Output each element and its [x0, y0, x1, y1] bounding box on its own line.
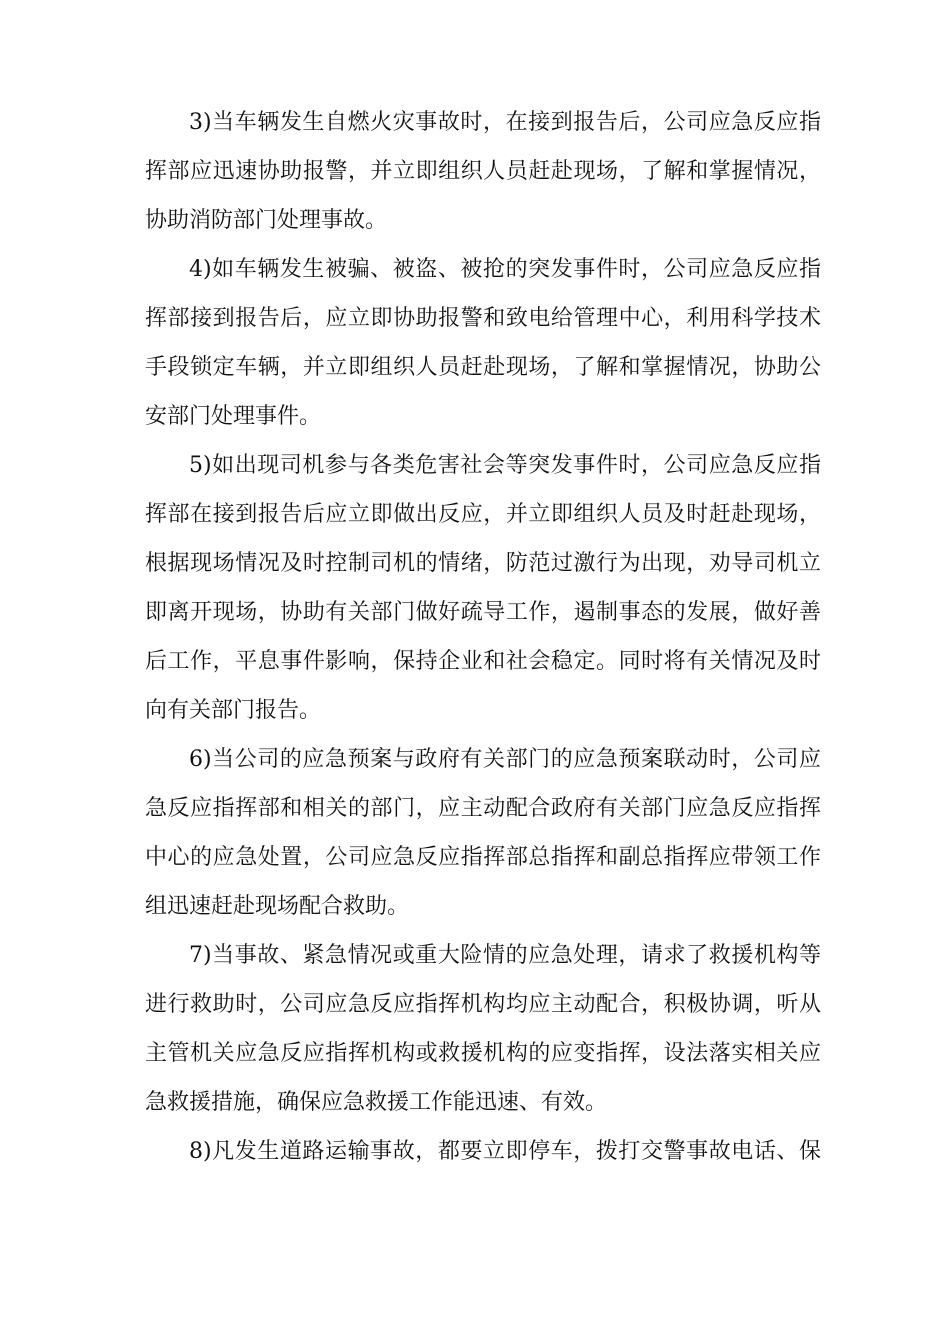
paragraph-p7 — [145, 931, 821, 1127]
paragraph-line: 6)当公司的应急预案与政府有关部门的应急预案联动时，公司应 — [189, 747, 821, 772]
paragraph-line: 手段锁定车辆，并立即组织人员赶赴现场，了解和掌握情况，协助公 — [145, 355, 821, 380]
paragraph-line: 急救援措施，确保应急救援工作能迅速、有效。 — [145, 1090, 608, 1115]
paragraph-line: 挥部接到报告后，应立即协助报警和致电给管理中心，利用科学技术 — [145, 306, 821, 331]
paragraph-line: 3)当车辆发生自燃火灾事故时，在接到报告后，公司应急反应指 — [189, 110, 821, 135]
paragraph-line: 后工作，平息事件影响，保持企业和社会稳定。同时将有关情况及时 — [145, 649, 821, 674]
paragraph-p8 — [145, 1127, 821, 1176]
paragraph-line: 中心的应急处置，公司应急反应指挥部总指挥和副总指挥应带领工作 — [145, 845, 821, 870]
paragraph-line: 协助消防部门处理事故。 — [145, 208, 388, 233]
paragraph-line: 安部门处理事件。 — [145, 404, 322, 429]
paragraph-p3 — [145, 98, 821, 245]
paragraph-line: 8)凡发生道路运输事故，都要立即停车，拨打交警事故电话、保 — [189, 1139, 821, 1164]
paragraph-line: 进行救助时，公司应急反应指挥机构均应主动配合，积极协调，听从 — [145, 992, 821, 1017]
paragraph-p6 — [145, 735, 821, 931]
paragraph-line: 向有关部门报告。 — [145, 698, 322, 723]
paragraph-line: 急反应指挥部和相关的部门，应主动配合政府有关部门应急反应指挥 — [145, 796, 821, 821]
paragraph-line: 主管机关应急反应指挥机构或救援机构的应变指挥，设法落实相关应 — [145, 1041, 821, 1066]
paragraph-line: 4)如车辆发生被骗、被盗、被抢的突发事件时，公司应急反应指 — [189, 257, 821, 282]
paragraph-line: 即离开现场，协助有关部门做好疏导工作，遏制事态的发展，做好善 — [145, 600, 821, 625]
paragraph-line: 挥部应迅速协助报警，并立即组织人员赶赴现场，了解和掌握情况， — [145, 159, 821, 184]
paragraph-p5 — [145, 441, 821, 735]
paragraph-line: 5)如出现司机参与各类危害社会等突发事件时，公司应急反应指 — [189, 453, 821, 478]
paragraph-p4 — [145, 245, 821, 441]
document-body — [145, 98, 821, 1176]
paragraph-line: 根据现场情况及时控制司机的情绪，防范过激行为出现，劝导司机立 — [145, 551, 821, 576]
paragraph-line: 挥部在接到报告后应立即做出反应，并立即组织人员及时赶赴现场， — [145, 502, 821, 527]
paragraph-line: 组迅速赶赴现场配合救助。 — [145, 894, 410, 919]
paragraph-line: 7)当事故、紧急情况或重大险情的应急处理，请求了救援机构等 — [189, 943, 821, 968]
